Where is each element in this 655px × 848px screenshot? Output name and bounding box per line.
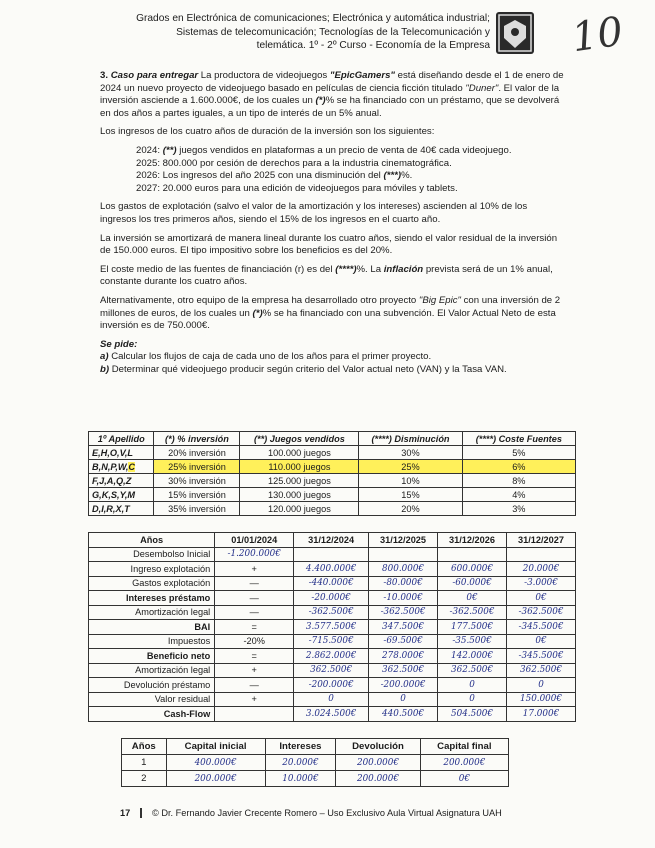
table-cell: D,I,R,X,T [89,502,154,516]
table-cell: 15% [359,488,462,502]
income-intro: Los ingresos de los cuatro años de duración de la inversión son los siguientes: [100,126,435,138]
table-cell: 15% inversión [154,488,240,502]
table-header: (****) Disminución [359,432,462,446]
alt-c: % se ha financiado con una subvención. El Valor Actual Neto de esta inversión es de 750.000€. [100,307,556,332]
table-cell: 200.000€ [336,755,420,771]
table-cell: 2.862.000€ [294,649,369,664]
table-cell: = [215,620,294,635]
table-cell: 20.000€ [265,755,336,771]
y2024-mark: (**) [162,144,177,156]
alt-b: con una inversión de 2 millones de euros, de los cuales un [100,294,561,319]
table-row [89,634,576,649]
table-cell: -69.500€ [369,634,438,649]
income-2024 [136,145,565,158]
table-cell: — [215,576,294,591]
table-header: (****) Coste Fuentes [462,432,575,446]
table-row [89,446,576,460]
table-row [89,605,576,620]
table-header: 01/01/2024 [215,533,294,548]
question-a [100,351,565,364]
table-cell: 130.000 juegos [240,488,359,502]
table-cell: Ingreso explotación [89,562,215,577]
handwritten-grade: 10 [569,8,626,62]
intro-text-b: está diseñando desde el 1 de enero de 2024 un nuevo proyecto de videojuego basado en películas de ciencia ficción titulado [100,70,564,94]
intro-text-c: . El valor de la inversión asciende a 1.600.000€, de los cuales un [100,82,560,107]
table-row [89,678,576,693]
table-header: 31/12/2025 [369,533,438,548]
table-cell: E,H,O,V,L [89,446,154,460]
table-cell: 5% [462,446,575,460]
y2026-mark: (***) [383,170,402,182]
loan-table [121,738,509,787]
table-cell: -345.500€ [507,620,576,635]
table-cell: 3.024.500€ [294,707,369,722]
table-row [89,502,576,516]
table-cell: G,K,S,Y,M [89,488,154,502]
table-cell: -345.500€ [507,649,576,664]
table-cell: F,J,A,Q,Z [89,474,154,488]
table-cell: 200.000€ [166,771,265,787]
table-cell: 347.500€ [369,620,438,635]
table-cell: 120.000 juegos [240,502,359,516]
table-cell: = [215,649,294,664]
highlighted-letter: C [128,461,136,472]
company-name: "EpicGamers" [329,70,395,81]
table-cell: + [215,663,294,678]
exercise-heading: Caso para entregar [110,70,199,81]
table-row [89,562,576,577]
table-cell: 110.000 juegos [240,460,359,474]
table-row [89,591,576,606]
table-cell: 400.000€ [166,755,265,771]
table-cell: -20% [215,634,294,649]
table-cell: 800.000€ [369,562,438,577]
intro-text-a: La productora de videojuegos [198,70,330,81]
table-cell: 3% [462,502,575,516]
university-crest-icon [496,12,534,54]
table-cell: 600.000€ [438,562,507,577]
table-cell: — [215,591,294,606]
table-cell: 8% [462,474,575,488]
table-cell: 150.000€ [507,692,576,707]
se-pide [100,339,565,352]
income-2027: 2027: 20.000 euros para una edición de videojuegos para móviles y tablets. [136,182,458,194]
table-cell: 0€ [438,591,507,606]
table-cell: 362.500€ [369,663,438,678]
table-cell: 0€ [507,634,576,649]
table-row [89,663,576,678]
table-cell: 25% [359,460,462,474]
table-cell: Cash-Flow [89,707,215,722]
table-row [89,707,576,722]
table-cell: 35% inversión [154,502,240,516]
coste-a: El coste medio de las fuentes de financiación (r) es del [100,263,336,275]
y2024-b: juegos vendidos en plataformas a un precio de venta de 40€ cada videojuego. [176,144,512,156]
cashflow-table [88,532,576,722]
exercise-number: 3. [100,70,109,81]
table-cell: 0 [507,678,576,693]
table-cell: 177.500€ [438,620,507,635]
table-cell: Impuestos [89,634,215,649]
table-cell: 200.000€ [420,755,508,771]
qb-label: b) [100,363,110,375]
table-cell: 2 [122,771,167,787]
table-cell: Amortización legal [89,605,215,620]
table-cell: -80.000€ [369,576,438,591]
amortization-paragraph: La inversión se amortizará de manera lineal durante los cuatro años, siendo el valor residual de la inversión de 150.000 euros. El tipo impositivo sobre los beneficios es del 20%. [100,232,558,257]
table-row [89,547,576,562]
table-header: (*) % inversión [154,432,240,446]
table-cell: 504.500€ [438,707,507,722]
table-cell: -3.000€ [507,576,576,591]
table-header: Intereses [265,739,336,755]
table-header: 31/12/2024 [294,533,369,548]
table-cell: 362.500€ [438,663,507,678]
table-cell: -200.000€ [369,678,438,693]
qa-label: a) [100,351,109,363]
exercise-text [100,70,565,376]
table-header: Capital final [420,739,508,755]
inflation-word: inflación [383,263,424,275]
table-header: (**) Juegos vendidos [240,432,359,446]
table-cell: 142.000€ [438,649,507,664]
table-cell: 30% [359,446,462,460]
table-cell: 30% inversión [154,474,240,488]
table-cell [507,547,576,562]
parameters-table [88,431,576,516]
header-line-1: Grados en Electrónica de comunicaciones; Electrónica y automática industrial; [136,13,490,24]
table-cell: -20.000€ [294,591,369,606]
table-cell: — [215,678,294,693]
table-row [89,474,576,488]
qa-text: Calcular los flujos de caja de cada uno de los años para el primer proyecto. [108,351,432,363]
table-header: Capital inicial [166,739,265,755]
table-cell: 0€ [507,591,576,606]
document-header [90,12,490,53]
table-cell: 4.400.000€ [294,562,369,577]
coste-mark: (****) [335,263,357,275]
intro-paragraph [100,70,565,120]
table-cell [215,707,294,722]
table-cell: -10.000€ [369,591,438,606]
mark-1: (*) [315,95,326,107]
table-cell: -1.200.000€ [215,547,294,562]
table-cell: Devolución préstamo [89,678,215,693]
table-cell: 10.000€ [265,771,336,787]
table-cell: 17.000€ [507,707,576,722]
intro-text-d: % se ha financiado con un préstamo, que se devolverá en dos años a partes iguales, a un tipo de interés de un 5% anual. [100,95,560,119]
table-cell: + [215,562,294,577]
table-cell: 0 [438,678,507,693]
footer-text: © Dr. Fernando Javier Crecente Romero – Uso Exclusivo Aula Virtual Asignatura UAH [152,808,502,818]
table-cell: 25% inversión [154,460,240,474]
table-cell: + [215,692,294,707]
cost-paragraph [100,264,565,289]
table-cell: 440.500€ [369,707,438,722]
alt-mark: (*) [252,307,263,319]
header-line-2: Sistemas de telecomunicación; Tecnologías de la Telecomunicación y [176,26,490,38]
table-header: 31/12/2026 [438,533,507,548]
alt-a: Alternativamente, otro equipo de la empresa ha desarrollado otro proyecto [100,294,419,306]
table-row [122,755,509,771]
table-header: Años [89,533,215,548]
table-cell: 10% [359,474,462,488]
table-cell: B,N,P,W,C [89,460,154,474]
se-pide-label: Se pide: [100,338,138,350]
alternative-paragraph [100,295,565,333]
table-cell [294,547,369,562]
table-cell: 6% [462,460,575,474]
table-cell: 0€ [420,771,508,787]
income-2025: 2025: 800.000 por cesión de derechos para a la industria cinematográfica. [136,157,452,169]
table-cell: -440.000€ [294,576,369,591]
header-line-3: telemática. 1º - 2º Curso - Economía de la Empresa [256,40,490,51]
table-header: 1º Apellido [89,432,154,446]
table-cell: 20% [359,502,462,516]
table-cell: 4% [462,488,575,502]
table-cell: 125.000 juegos [240,474,359,488]
table-row [89,649,576,664]
table-cell: 0 [369,692,438,707]
table-cell [438,547,507,562]
table-header: 31/12/2027 [507,533,576,548]
table-cell: -35.500€ [438,634,507,649]
table-row [89,620,576,635]
table-cell: 0 [438,692,507,707]
table-row [89,576,576,591]
table-cell: Gastos explotación [89,576,215,591]
table-cell: -60.000€ [438,576,507,591]
question-b [100,364,565,377]
table-cell: Desembolso Inicial [89,547,215,562]
table-cell: 1 [122,755,167,771]
table-cell: Amortización legal [89,663,215,678]
alt-project-name: "Big Epic" [418,294,461,306]
table-header: Años [122,739,167,755]
coste-c: prevista será de un 1% anual, constante durante los cuatro años. [100,263,553,288]
table-cell: BAI [89,620,215,635]
table-cell: 0 [294,692,369,707]
table-cell: 20% inversión [154,446,240,460]
table-header: Devolución [336,739,420,755]
game-name: "Duner" [465,82,499,94]
table-cell: 362.500€ [507,663,576,678]
page-number: 17 [120,808,142,818]
table-cell: 362.500€ [294,663,369,678]
table-cell: 3.577.500€ [294,620,369,635]
table-cell: -362.500€ [507,605,576,620]
y2024-a: 2024: [136,144,163,156]
table-cell: -362.500€ [294,605,369,620]
table-cell: Beneficio neto [89,649,215,664]
table-row [89,488,576,502]
table-row [89,692,576,707]
table-row [122,771,509,787]
y2026-a: 2026: Los ingresos del año 2025 con una disminución del [136,170,384,182]
table-cell: Valor residual [89,692,215,707]
table-cell: 20.000€ [507,562,576,577]
expenses-paragraph: Los gastos de explotación (salvo el valor de la amortización y los intereses) ascienden al 10% de los ingresos los tres primeros años, siendo el 15% de los ingresos en el cuarto año. [100,201,528,225]
table-cell: -362.500€ [438,605,507,620]
coste-b: %. La [356,263,384,275]
table-cell: -715.500€ [294,634,369,649]
table-cell: -200.000€ [294,678,369,693]
table-cell: 278.000€ [369,649,438,664]
table-cell: 100.000 juegos [240,446,359,460]
y2026-b: %. [401,170,413,182]
table-cell: 200.000€ [336,771,420,787]
income-2026 [136,170,565,183]
table-cell [369,547,438,562]
qb-text: Determinar qué videojuego producir según criterio del Valor actual neto (VAN) y la Tasa VAN. [109,363,507,375]
table-cell: Intereses préstamo [89,591,215,606]
table-row [89,460,576,474]
table-cell: -362.500€ [369,605,438,620]
table-cell: — [215,605,294,620]
page-footer [120,808,502,818]
